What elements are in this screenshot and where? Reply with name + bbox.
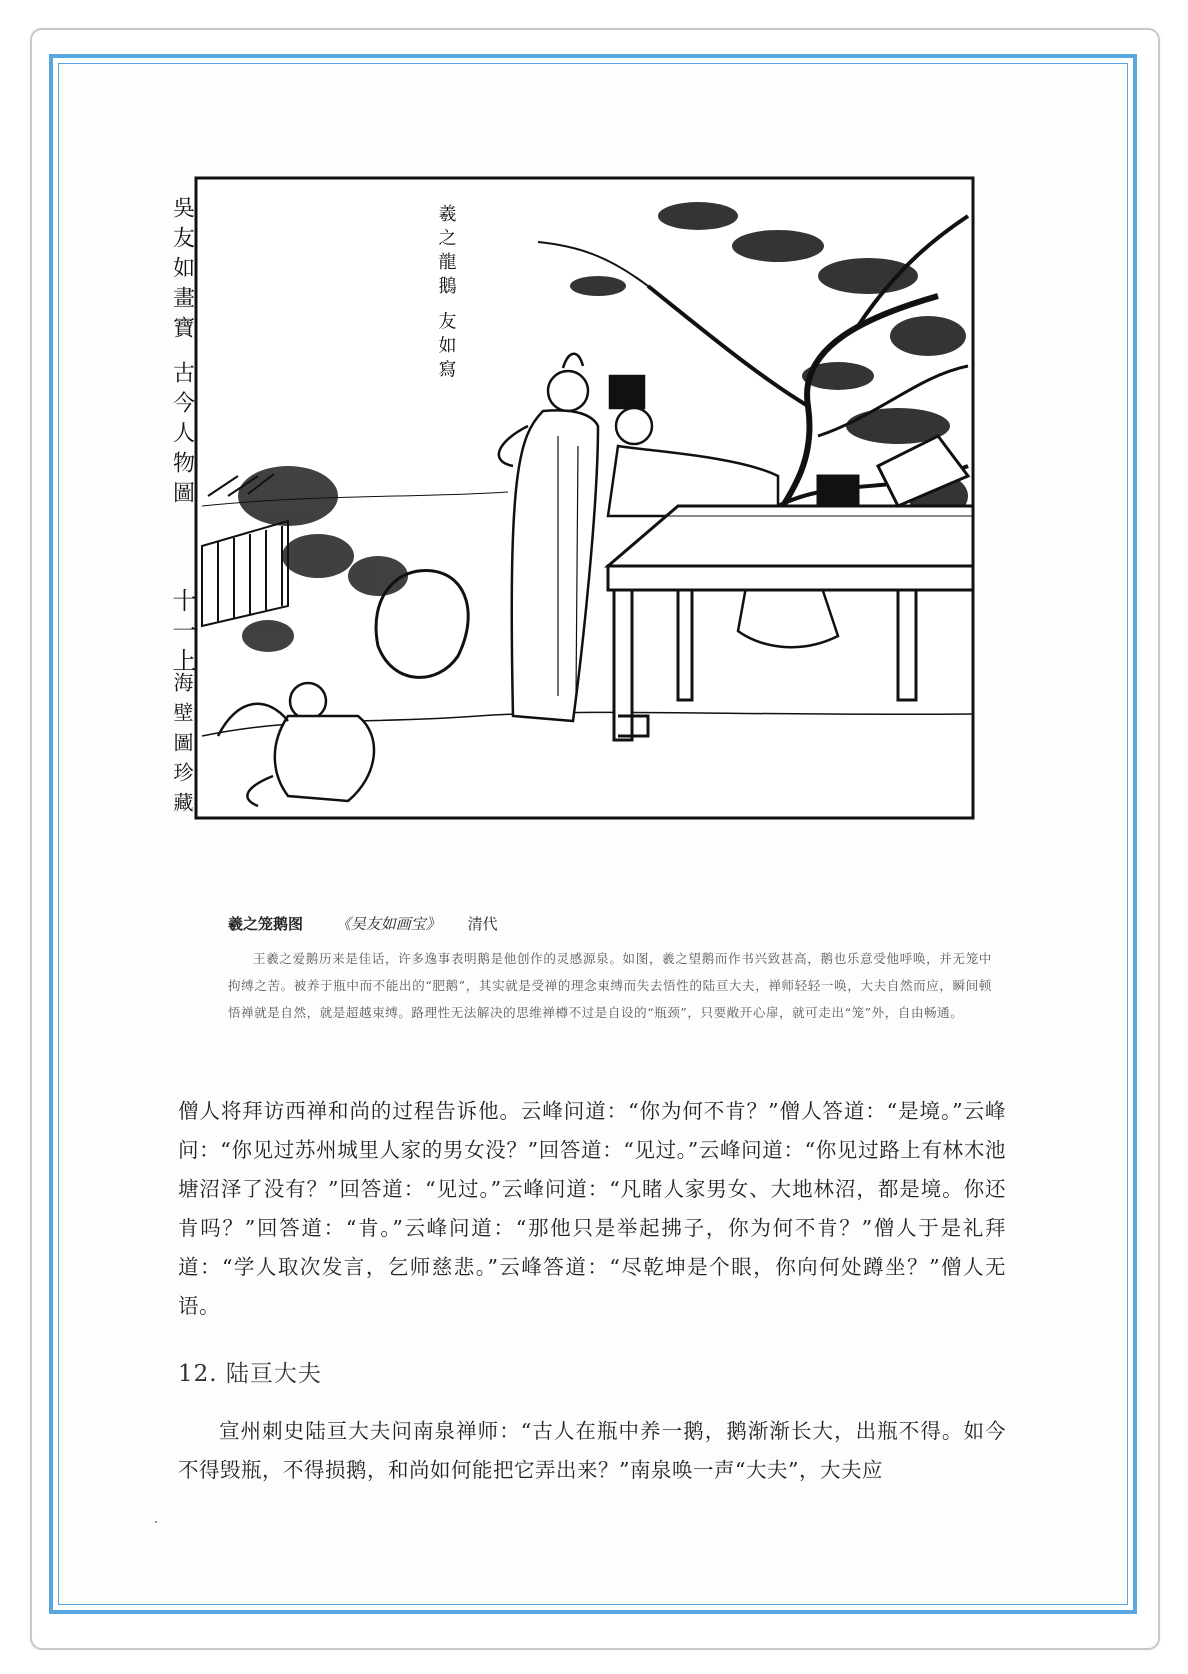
figure-note: 王羲之爱鹅历来是佳话，许多逸事表明鹅是他创作的灵感源泉。如图，羲之望鹅而作书兴致甚高，鹅也乐意受他呼唤，并无笼中拘缚之苦。被养于瓶中而不能出的“肥鹅”，其实就是受禅的理念束缚而失去悟性的陆亘大夫，禅师轻轻一唤，大夫自然而应，瞬间顿悟禅就是自然，就是超越束缚。路理性无法解决的思维禅樽不过是自设的“瓶颈”，只要敞开心扉，就可走出“笼”外，自由畅通。 [228,951,992,1020]
inscription-left-column: 吳友如畫寶 古今人物圖 [169,196,195,511]
body-paragraph-2: 宣州刺史陆亘大夫问南泉禅师：“古人在瓶中养一鹅，鹅渐渐长大，出瓶不得。如今不得毁瓶，不得损鹅，和尚如何能把它弄出来？”南泉唤一声“大夫”，大夫应 [178,1419,1006,1482]
inscription-left-lower: 十一上 [168,588,196,678]
body-paragraph-1: 僧人将拜访西禅和尚的过程告诉他。云峰问道：“你为何不肯？”僧人答道：“是境。”云峰问：“你见过苏州城里人家的男女没？”回答道：“见过。”云峰问道：“你见过路上有林木池塘沼泽了没有？”回答道：“见过。”云峰问道：“凡睹人家男女、大地林沼，都是境。你还肯吗？”回答道：“肯。”云峰问道：“那他只是举起拂子，你为何不肯？”僧人于是礼拜道：“学人取次发言，乞师慈悲。”云峰答道：“尽乾坤是个眼，你向何处蹲坐？”僧人无语。 [178,1099,1006,1318]
figure-source: 《吴友如画宝》 [335,915,441,933]
section-heading: 12. 陆亘大夫 [178,1361,322,1387]
figure-title: 羲之笼鹅图 [228,915,304,933]
inscription-top: 羲之龍鵝 友如寫 [435,204,457,384]
collection-mark: 海壁圖珍藏 [170,672,194,822]
figure-caption [228,913,988,934]
woodblock-illustration [168,176,975,864]
figure-era: 清代 [467,915,498,933]
page-speck [155,1521,157,1523]
